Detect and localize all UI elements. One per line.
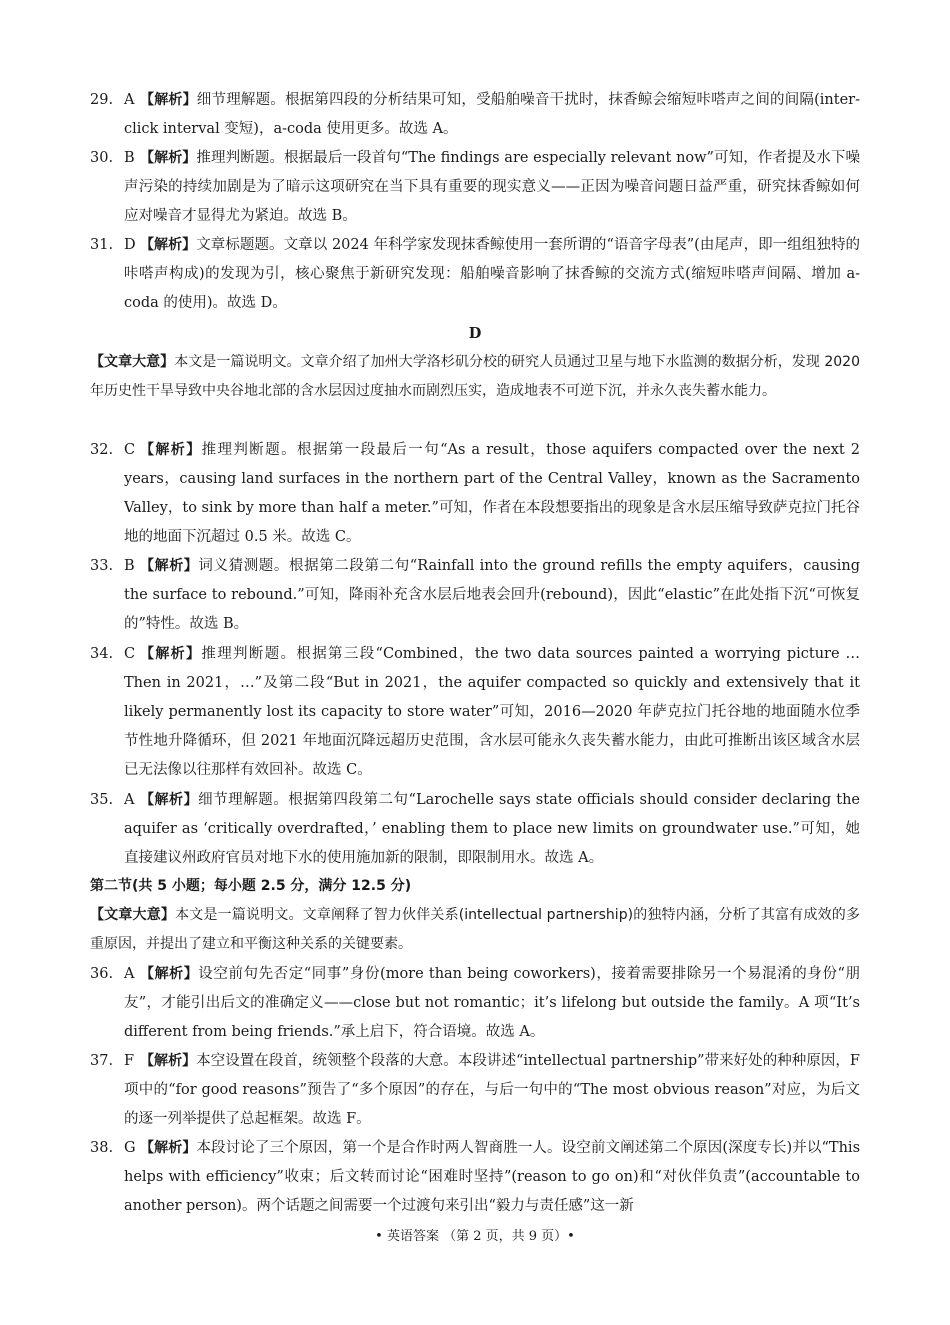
question-number: 35. (90, 792, 114, 808)
analysis-tag: 【解析】 (140, 150, 197, 166)
summary-tag: 【文章大意】 (90, 907, 176, 923)
answer-item-38 (90, 1134, 860, 1221)
article-summary-2 (90, 901, 860, 959)
answer-letter: B (124, 558, 135, 574)
answer-letter: A (124, 92, 135, 108)
analysis-text: 细节理解题。根据第四段第二句“Larochelle says state officials should consider declaring the aquifer as ‘critically overdrafted，’ enabling them to place new limits on groundwater use.”可知，她直接建议州政府官员对地下水的使用施加新的限制，即限制用水。故选 A。 (124, 792, 860, 866)
summary-tag: 【文章大意】 (90, 354, 175, 370)
question-number: 30. (90, 150, 114, 166)
article-summary-d (90, 348, 860, 406)
page-footer: • 英语答案 （第 2 页，共 9 页）• (375, 1229, 575, 1244)
analysis-text: 细节理解题。根据第四段的分析结果可知，受船舶噪音干扰时，抹香鲸会缩短咔嗒声之间的间隔(inter-click interval 变短)，a-coda 使用更多。故选 A。 (124, 92, 860, 137)
answer-letter: B (124, 150, 135, 166)
question-number: 32. (90, 442, 114, 458)
analysis-tag: 【解析】 (140, 442, 202, 458)
analysis-tag: 【解析】 (140, 966, 199, 982)
analysis-text: 本空设置在段首，统领整个段落的大意。本段讲述“intellectual partnership”带来好处的种种原因，F 项中的“for good reasons”预告了“多个原因”的存在，与后一句中的“The most obvious reason”对应，为后文的逐一列举提供了总起框架。故选 F。 (124, 1053, 860, 1127)
analysis-text: 词义猜测题。根据第二段第二句“Rainfall into the ground refills the empty aquifers，causing the surface to rebound.”可知，降雨补充含水层后地表会回升(rebound)，因此“elastic”在此处指下沉“可恢复的”特性。故选 B。 (124, 558, 861, 632)
answer-item-31 (90, 231, 860, 318)
answer-item-29 (90, 86, 860, 144)
analysis-tag: 【解析】 (140, 237, 197, 253)
analysis-tag: 【解析】 (140, 558, 199, 574)
answer-item-33 (90, 552, 860, 639)
analysis-tag: 【解析】 (140, 1053, 197, 1069)
question-number: 33. (90, 558, 114, 574)
analysis-tag: 【解析】 (140, 646, 202, 662)
question-number: 37. (90, 1053, 114, 1069)
answer-item-36 (90, 960, 860, 1047)
answer-item-37 (90, 1047, 860, 1134)
analysis-text: 推理判断题。根据第三段“Combined，the two data sources painted a worrying picture … Then in 2021，…”及第二段“But in 2021，the aquifer compacted so quickly and extensively that it likely permanently lost its capacity to store water”可知，2016—2020 年萨克拉门托谷地的地面随水位季节性地升降循环，但 2021 年地面沉降远超历史范围，含水层可能永久丧失蓄水能力，由此可推断出该区域含水层已无法像以往那样有效回补。故选 C。 (124, 646, 861, 778)
analysis-text: 设空前句先否定“同事”身份(more than being coworkers)，接着需要排除另一个易混淆的身份“朋友”，才能引出后文的准确定义——close but not romantic；it’s lifelong but outside the family。A 项“It’s different from being friends.”承上启下，符合语境。故选 A。 (124, 966, 861, 1040)
answer-letter: G (124, 1140, 136, 1156)
question-number: 34. (90, 646, 114, 662)
analysis-text: 本段讨论了三个原因，第一个是合作时两人智商胜一人。设空前文阐述第二个原因(深度专长)并以“This helps with efficiency”收束；后文转而讨论“困难时坚持”(reason to go on)和“对伙伴负责”(accountable to another person)。两个话题之间需要一个过渡句来引出“毅力与责任感”这一新 (124, 1140, 861, 1214)
question-number: 31. (90, 237, 114, 253)
section-2-heading: 第二节(共 5 小题；每小题 2.5 分，满分 12.5 分) (90, 878, 412, 894)
answer-item-35 (90, 786, 860, 873)
summary-text: 本文是一篇说明文。文章介绍了加州大学洛杉矶分校的研究人员通过卫星与地下水监测的数据分析，发现 2020 年历史性干旱导致中央谷地北部的含水层因过度抽水而剧烈压实，造成地表不可逆下沉，并永久丧失蓄水能力。 (90, 354, 860, 399)
summary-text: 本文是一篇说明文。文章阐释了智力伙伴关系(intellectual partnership)的独特内涵，分析了其富有成效的多重原因，并提出了建立和平衡这种关系的关键要素。 (90, 907, 860, 952)
answer-letter: A (124, 966, 135, 982)
question-number: 38. (90, 1140, 114, 1156)
answer-letter: F (124, 1053, 135, 1069)
analysis-text: 文章标题题。文章以 2024 年科学家发现抹香鲸使用一套所谓的“语音字母表”(由尾声，即一组组独特的咔嗒声构成)的发现为引，核心聚焦于新研究发现：船舶噪音影响了抹香鲸的交流方式(缩短咔嗒声间隔、增加 a-coda 的使用)。故选 D。 (124, 237, 860, 311)
answer-letter: C (124, 646, 136, 662)
analysis-text: 推理判断题。根据第一段最后一句“As a result，those aquifers compacted over the next 2 years，causing land surfaces in the northern part of the Central Valley，known as the Sacramento Valley，to sink by more than half a meter.”可知，作者在本段想要指出的现象是含水层压缩导致萨克拉门托谷地的地面下沉超过 0.5 米。故选 C。 (124, 442, 860, 545)
question-number: 36. (90, 966, 114, 982)
section-d-heading: D (468, 325, 482, 342)
analysis-text: 推理判断题。根据最后一段首句“The findings are especially relevant now”可知，作者提及水下噪声污染的持续加剧是为了暗示这项研究在当下具有重要的现实意义——正因为噪音问题日益严重，研究抹香鲸如何应对噪音才显得尤为紧迫。故选 B。 (124, 150, 861, 224)
analysis-tag: 【解析】 (140, 1140, 197, 1156)
answer-item-30 (90, 144, 860, 231)
answer-letter: C (124, 442, 136, 458)
answer-letter: D (124, 237, 136, 253)
answer-item-34 (90, 640, 860, 785)
answer-letter: A (124, 792, 135, 808)
answer-item-32 (90, 436, 860, 552)
question-number: 29. (90, 92, 114, 108)
analysis-tag: 【解析】 (140, 792, 199, 808)
analysis-tag: 【解析】 (140, 92, 197, 108)
